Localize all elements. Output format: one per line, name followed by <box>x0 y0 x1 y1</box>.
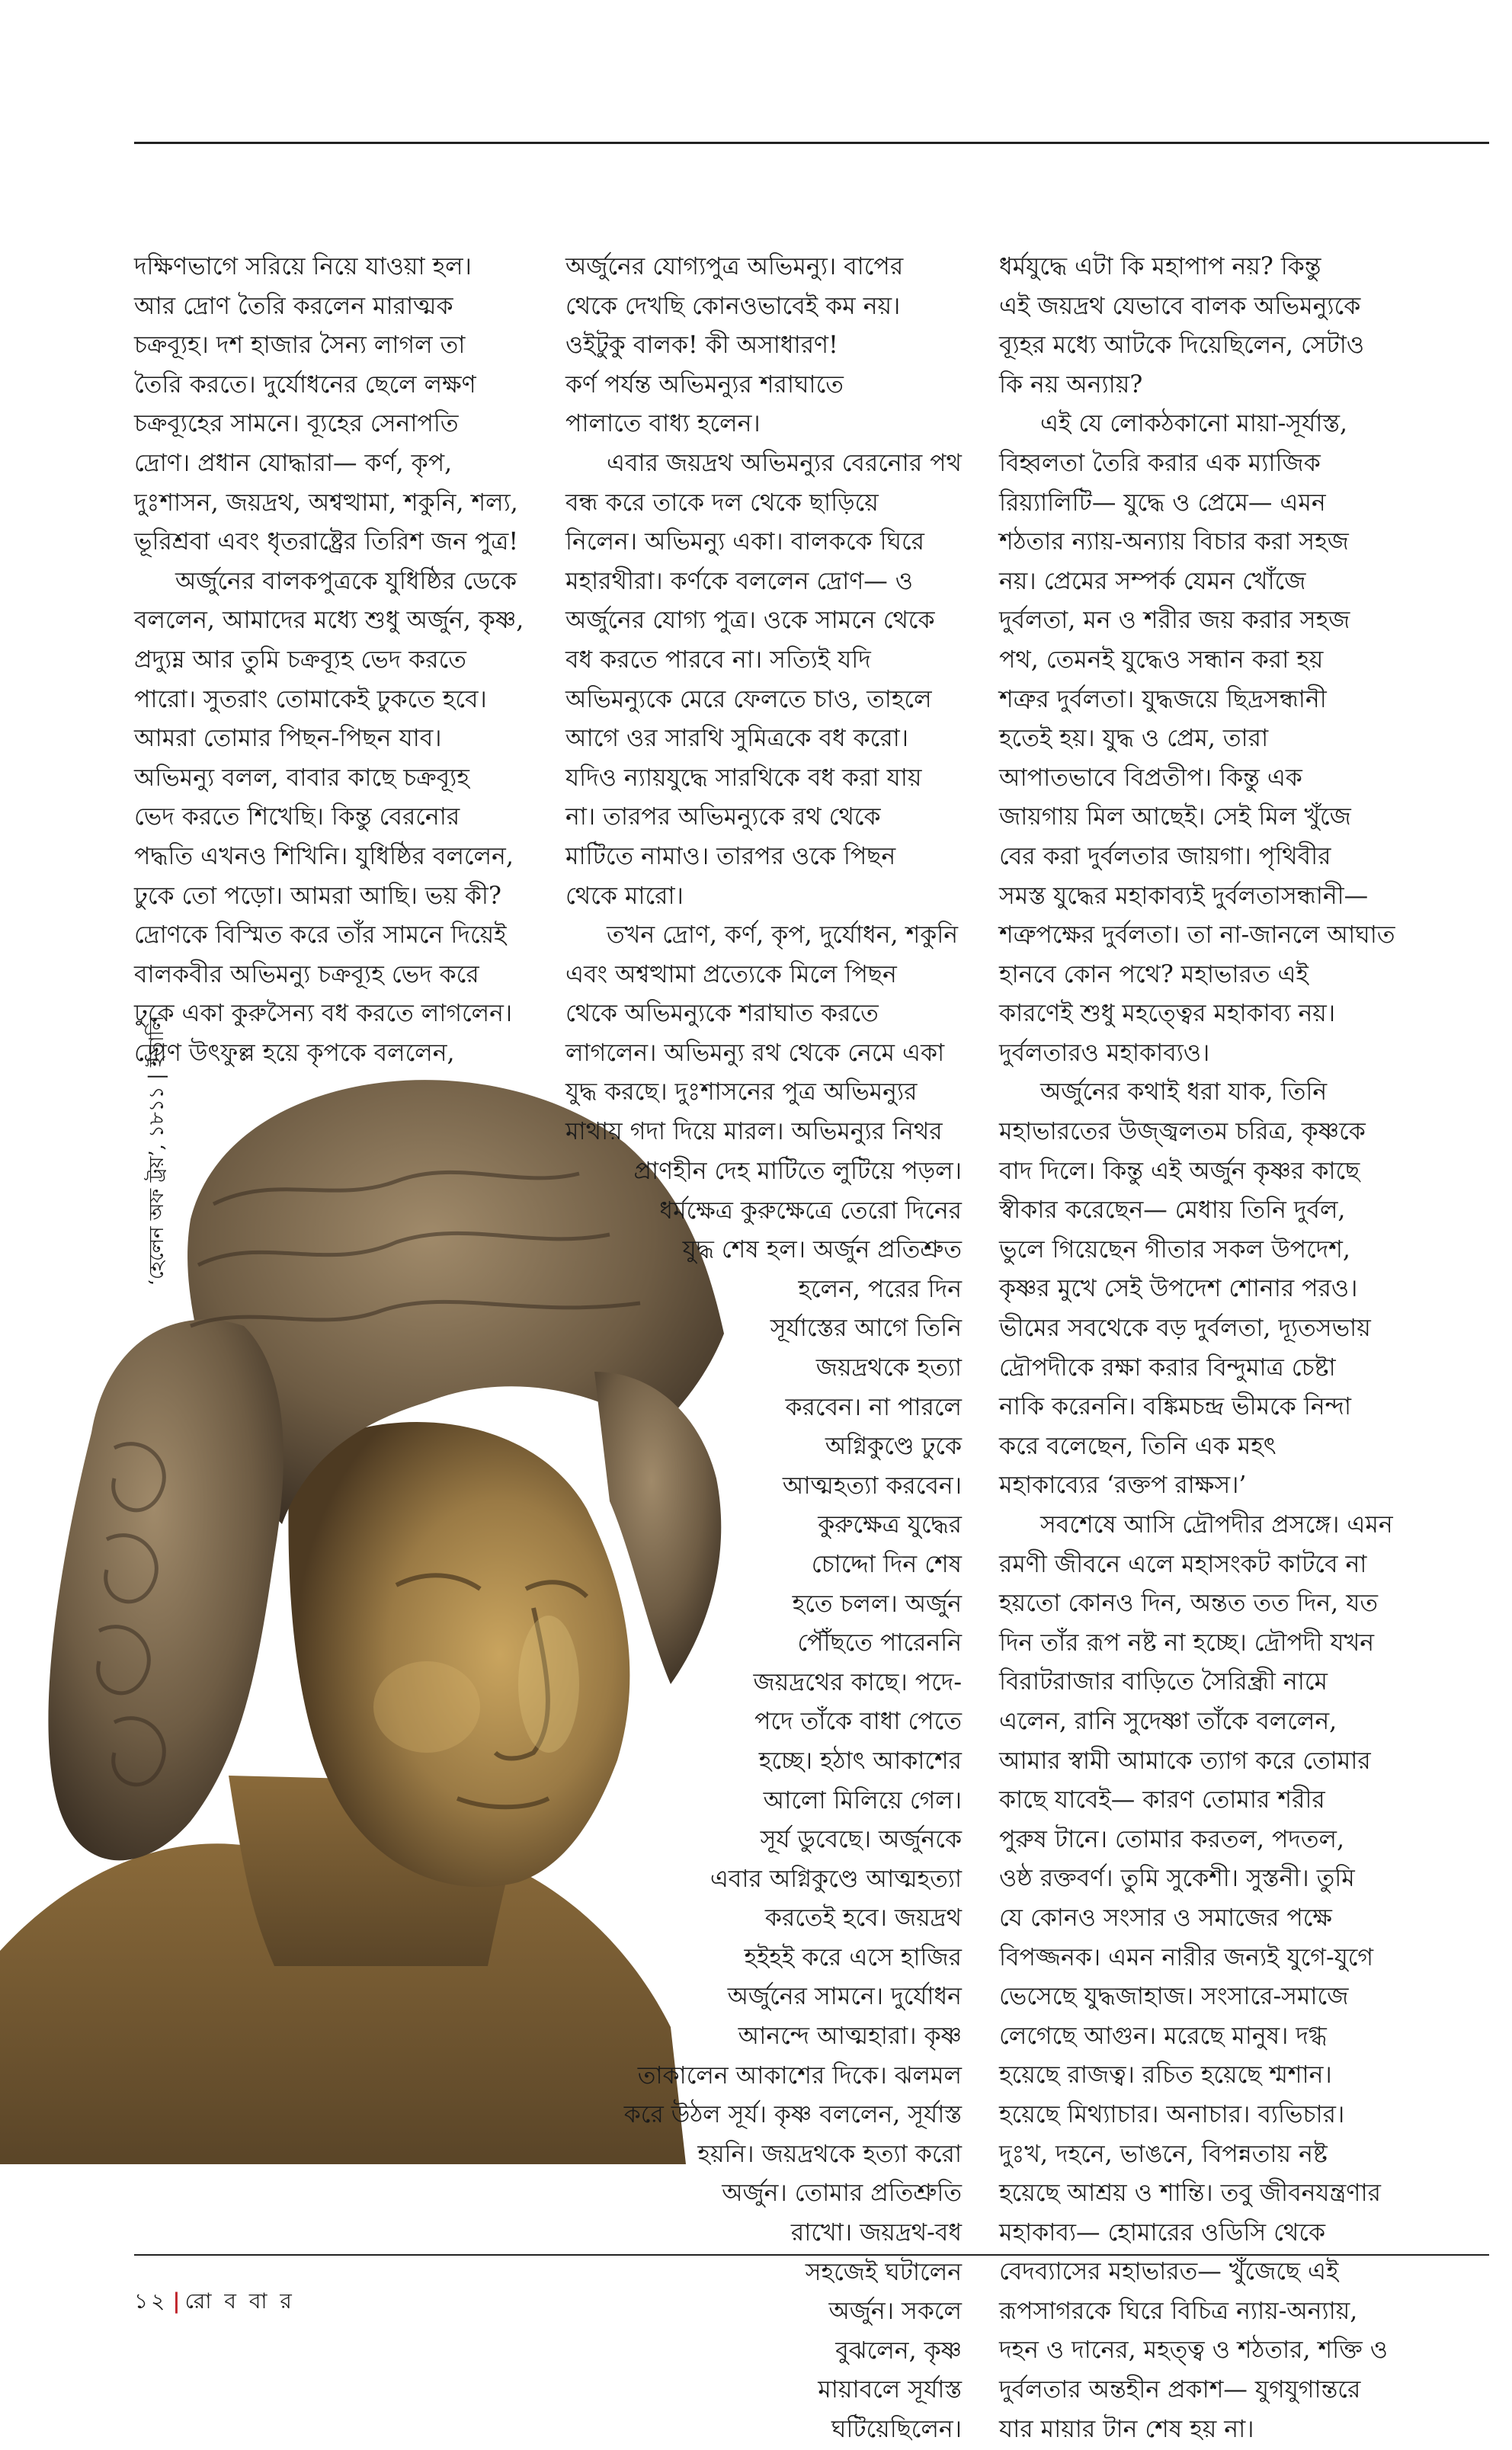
column3-line: হানবে কোন পথে? মহাভারত এই <box>999 960 1309 988</box>
column2-wrap-line: হয়নি। জয়দ্রথকে হত্যা করো <box>697 2140 962 2168</box>
column2-line: অভিমন্যুকে মেরে ফেলতে চাও, তাহলে <box>565 685 932 713</box>
column3-line: বেদব্যাসের মহাভারত— খুঁজেছে এই <box>999 2258 1339 2286</box>
column2-line: যদিও ন্যায়যুদ্ধে সারথিকে বধ করা যায় <box>565 764 922 792</box>
column2-wrap-line: হলেন, পরের দিন <box>798 1275 962 1303</box>
column3-line: পথ, তেমনই যুদ্ধেও সন্ধান করা হয় <box>999 645 1324 674</box>
column2-line: তখন দ্রোণ, কর্ণ, কৃপ, দুর্যোধন, শকুনি <box>607 921 959 950</box>
bottom-rule <box>134 2254 1489 2256</box>
column2-wrap-line: জয়দ্রথকে হত্যা <box>815 1353 962 1382</box>
column2-wrap-line: পদে তাঁকে বাধা পেতে <box>754 1708 962 1736</box>
column2-line: না। তারপর অভিমন্যুকে রথ থেকে <box>565 803 881 831</box>
column1-line: পারো। সুতরাং তোমাকেই ঢুকতে হবে। <box>134 685 487 713</box>
column1-line: দ্রোণকে বিস্মিত করে তাঁর সামনে দিয়েই <box>134 921 507 950</box>
column3-line: হয়েছে আশ্রয় ও শান্তি। তবু জীবনযন্ত্রণার <box>999 2179 1381 2208</box>
column2-wrap-line: করবেন। না পারলে <box>785 1393 962 1421</box>
column3-line: ধর্মযুদ্ধে এটা কি মহাপাপ নয়? কিন্তু <box>999 253 1321 280</box>
column1-line: আমরা তোমার পিছন-পিছন যাব। <box>134 725 442 753</box>
column3-line: সমস্ত যুদ্ধের মহাকাব্যই দুর্বলতাসন্ধানী— <box>999 882 1369 910</box>
column1-line: প্রদ্যুম্ন আর তুমি চক্রব্যূহ ভেদ করতে <box>134 645 466 674</box>
column2-wrap-line: কুরুক্ষেত্র যুদ্ধের <box>818 1511 962 1539</box>
column3-line: দহন ও দানের, মহত্ত্ব ও শঠতার, শক্তি ও <box>999 2336 1388 2365</box>
article-column-3 <box>999 248 1426 2449</box>
column3-line: মহাকাব্য— হোমারের ওডিসি থেকে <box>999 2218 1326 2247</box>
column3-line: বিপজ্জনক। এমন নারীর জন্যই যুগে-যুগে <box>999 1943 1374 1971</box>
column3-line: শত্রুর দুর্বলতা। যুদ্ধজয়ে ছিদ্রসন্ধানী <box>999 685 1327 713</box>
column2-wrap-line: যুদ্ধ শেষ হল। অর্জুন প্রতিশ্রুত <box>682 1236 962 1264</box>
column3-line: হয়তো কোনও দিন, অন্তত তত দিন, যত <box>999 1590 1378 1618</box>
column2-line: আগে ওর সারথি সুমিত্রকে বধ করো। <box>565 725 909 753</box>
column3-line: যার মায়ার টান শেষ হয় না। <box>999 2415 1254 2443</box>
column3-line: বিরাটরাজার বাড়িতে সৈরিন্ধ্রী নামে <box>999 1668 1328 1696</box>
column2-wrap-line: পৌঁছতে পারেননি <box>797 1629 962 1657</box>
column3-line: স্বীকার করেছেন— মেধায় তিনি দুর্বল, <box>999 1196 1346 1225</box>
column3-line: বের করা দুর্বলতার জায়গা। পৃথিবীর <box>999 842 1331 870</box>
column3-line: পুরুষ টানে। তোমার করতল, পদতল, <box>999 1825 1345 1853</box>
column3-line: রূপসাগরকে ঘিরে বিচিত্র ন্যায়-অন্যায়, <box>999 2297 1358 2325</box>
column1-line: চক্রব্যূহের সামনে। ব্যূহের সেনাপতি <box>134 410 459 438</box>
column3-line: বাদ দিলে। কিন্তু এই অর্জুন কৃষ্ণর কাছে <box>999 1157 1360 1185</box>
column2-wrap-line: অর্জুনের সামনে। দুর্যোধন <box>727 1983 962 2011</box>
column1-line: ঢুকে তো পড়ো। আমরা আছি। ভয় কী? <box>134 882 501 910</box>
column2-line: লাগলেন। অভিমন্যু রথ থেকে নেমে একা <box>565 1039 945 1067</box>
column2-line: কর্ণ পর্যন্ত অভিমন্যুর শরাঘাতে <box>565 370 844 399</box>
column2-wrap-line: বুঝলেন, কৃষ্ণ <box>835 2336 962 2365</box>
column3-line: এই জয়দ্রথ যেভাবে বালক অভিমন্যুকে <box>999 292 1361 320</box>
column2-wrap-line: অর্জুন। সকলে <box>828 2298 962 2326</box>
column3-line: হয়েছে রাজত্ব। রচিত হয়েছে শ্মশান। <box>999 2061 1332 2090</box>
column2-wrap-line: জয়দ্রথের কাছে। পদে- <box>753 1668 962 1696</box>
column2-wrap-line: রাখো। জয়দ্রথ-বধ <box>790 2219 962 2247</box>
column2-wrap-line: এবার অগ্নিকুণ্ডে আত্মহত্যা <box>710 1865 962 1893</box>
column3-line: জায়গায় মিল আছেই। সেই মিল খুঁজে <box>999 803 1351 831</box>
column3-line: কাছে যাবেই— কারণ তোমার শরীর <box>999 1786 1325 1814</box>
column3-line: এলেন, রানি সুদেষ্ণা তাঁকে বললেন, <box>999 1707 1337 1735</box>
column2-line: মহারথীরা। কর্ণকে বললেন দ্রোণ— ও <box>565 567 913 595</box>
article-column-2 <box>565 248 962 1152</box>
column2-wrap-line: হচ্ছে। হঠাৎ আকাশের <box>758 1747 962 1775</box>
column2-wrap-line: আত্মহত্যা করবেন। <box>782 1472 962 1500</box>
column2-wrap-line: আলো মিলিয়ে গেল। <box>763 1786 962 1814</box>
column3-line: দুর্বলতা, মন ও শরীর জয় করার সহজ <box>999 607 1350 635</box>
column2-wrap-line: প্রাণহীন দেহ মাটিতে লুটিয়ে পড়ল। <box>633 1158 962 1185</box>
column3-line: রিয়্যালিটি— যুদ্ধে ও প্রেমে— এমন <box>999 488 1326 517</box>
column1-line: দুঃশাসন, জয়দ্রথ, অশ্বত্থামা, শকুনি, শল্য, <box>134 488 518 517</box>
column2-wrap-line: মায়াবলে সূর্যাস্ত <box>818 2376 962 2404</box>
column2-wrap-line: সূর্যাস্তের আগে তিনি <box>770 1315 962 1343</box>
column1-line: ঢুকে একা কুরুসৈন্য বধ করতে লাগলেন। <box>134 1000 513 1028</box>
column2-line: বধ করতে পারবে না। সত্যিই যদি <box>565 645 871 674</box>
column2-wrap-line: করতেই হবে। জয়দ্রথ <box>764 1904 962 1933</box>
column1-line: দ্রোণ। প্রধান যোদ্ধারা— কর্ণ, কৃপ, <box>134 449 453 477</box>
column3-line: এই যে লোকঠকানো মায়া-সূর্যাস্ত, <box>1040 410 1348 438</box>
column1-line: দ্রোণ উৎফুল্ল হয়ে কৃপকে বললেন, <box>134 1039 455 1067</box>
column3-line: দিন তাঁর রূপ নষ্ট না হচ্ছে। দ্রৌপদী যখন <box>999 1629 1375 1657</box>
column1-line: চক্রব্যূহ। দশ হাজার সৈন্য লাগল তা <box>134 331 466 360</box>
column3-line: ভীমের সবথেকে বড় দুর্বলতা, দ্যূতসভায় <box>999 1315 1371 1343</box>
column1-line: ভেদ করতে শিখেছি। কিন্তু বেরনোর <box>134 803 460 831</box>
column3-line: মহাভারতের উজ্জ্বলতম চরিত্র, কৃষ্ণকে <box>999 1118 1366 1146</box>
column3-line: কারণেই শুধু মহত্ত্বের মহাকাব্য নয়। <box>999 1000 1336 1028</box>
column3-line: হতেই হয়। যুদ্ধ ও প্রেম, তারা <box>999 725 1269 753</box>
column3-line: করে বলেছেন, তিনি এক মহৎ <box>999 1432 1277 1460</box>
column2-wrap-line: চোদ্দো দিন শেষ <box>811 1550 962 1578</box>
column2-wrap-line: সহজেই ঘটালেন <box>805 2258 962 2286</box>
column2-line: থেকে দেখছি কোনওভাবেই কম নয়। <box>565 292 901 320</box>
column1-line: বললেন, আমাদের মধ্যে শুধু অর্জুন, কৃষ্ণ, <box>134 607 524 635</box>
column2-wrap-line: হইহই করে এসে হাজির <box>744 1943 962 1971</box>
column3-line: আপাতভাবে বিপ্রতীপ। কিন্তু এক <box>999 764 1302 792</box>
column2-line: অর্জুনের যোগ্যপুত্র অভিমন্যু। বাপের <box>565 253 904 280</box>
column3-line: অর্জুনের কথাই ধরা যাক, তিনি <box>1040 1078 1328 1107</box>
column3-line: আমার স্বামী আমাকে ত্যাগ করে তোমার <box>999 1747 1371 1775</box>
column3-line: ভুলে গিয়েছেন গীতার সকল উপদেশ, <box>999 1235 1350 1263</box>
column2-wrap-line: অর্জুন। তোমার প্রতিশ্রুতি <box>722 2179 962 2208</box>
column3-line: হয়েছে মিথ্যাচার। অনাচার। ব্যভিচার। <box>999 2100 1345 2128</box>
column1-line: দক্ষিণভাগে সরিয়ে নিয়ে যাওয়া হল। <box>134 253 472 280</box>
column3-line: কি নয় অন্যায়? <box>999 370 1143 399</box>
column3-line: শঠতার ন্যায়-অন্যায় বিচার করা সহজ <box>999 528 1349 556</box>
column2-line: যুদ্ধ করছে। দুঃশাসনের পুত্র অভিমন্যুর <box>565 1078 918 1107</box>
column3-line: দুর্বলতার অন্তহীন প্রকাশ— যুগযুগান্তরে <box>999 2376 1361 2404</box>
column2-line: এবং অশ্বত্থামা প্রত্যেকে মিলে পিছন <box>565 960 897 988</box>
column3-line: ভেসেছে যুদ্ধজাহাজ। সংসারে-সমাজে <box>999 1983 1349 2011</box>
column2-wrap-line: সূর্য ডুবেছে। অর্জুনকে <box>760 1826 962 1854</box>
column2-wrap-line: অগ্নিকুণ্ডে ঢুকে <box>825 1433 962 1461</box>
column2-wrap-line: আনন্দে আত্মহারা। কৃষ্ণ <box>738 2022 962 2051</box>
magazine-name: রো ব বা র <box>184 2288 295 2314</box>
column3-line: নয়। প্রেমের সম্পর্ক যেমন খোঁজে <box>999 567 1306 595</box>
column2-line: থেকে অভিমন্যুকে শরাঘাত করতে <box>565 1000 879 1028</box>
column3-line: সবশেষে আসি দ্রৌপদীর প্রসঙ্গে। এমন <box>1040 1511 1393 1539</box>
column2-wrap-line: ঘটিয়েছিলেন। <box>831 2416 962 2443</box>
column2-line: নিলেন। অভিমন্যু একা। বালককে ঘিরে <box>565 528 924 556</box>
column1-line: অভিমন্যু বলল, বাবার কাছে চক্রব্যূহ <box>134 764 469 792</box>
column3-line: দুর্বলতারও মহাকাব্যও। <box>999 1039 1210 1067</box>
column2-line: এবার জয়দ্রথ অভিমন্যুর বেরনোর পথ <box>607 449 962 477</box>
column3-line: দ্রৌপদীকে রক্ষা করার বিন্দুমাত্র চেষ্টা <box>999 1353 1336 1382</box>
column3-line: যে কোনও সংসার ও সমাজের পক্ষে <box>999 1904 1332 1932</box>
column3-line: বিহ্বলতা তৈরি করার এক ম্যাজিক <box>999 449 1321 477</box>
column2-wrap-line: করে উঠল সূর্য। কৃষ্ণ বললেন, সূর্যাস্ত <box>623 2101 962 2129</box>
column2-line: মাটিতে নামাও। তারপর ওকে পিছন <box>565 842 896 870</box>
column2-line: ওইটুকু বালক! কী অসাধারণ! <box>565 331 838 360</box>
page-number: ১২ <box>134 2288 168 2314</box>
column3-line: কৃষ্ণর মুখে সেই উপদেশ শোনার পরও। <box>999 1275 1358 1303</box>
column1-line: তৈরি করতে। দুর্যোধনের ছেলে লক্ষণ <box>134 370 476 399</box>
column2-line: থেকে মারো। <box>565 882 684 910</box>
column2-wrap-line: ধর্মক্ষেত্র কুরুক্ষেত্রে তেরো দিনের <box>659 1196 962 1225</box>
page-folio <box>134 2285 295 2320</box>
image-caption: ‘হেলেন অফ ট্রয়’, ১৮১১ | ইতালি <box>146 1015 168 1286</box>
column3-line: দুঃখ, দহনে, ভাঙনে, বিপন্নতায় নষ্ট <box>999 2140 1328 2168</box>
folio-separator: | <box>172 2288 181 2314</box>
column3-line: নাকি করেননি। বঙ্কিমচন্দ্র ভীমকে নিন্দা <box>999 1393 1352 1421</box>
column1-line: বালকবীর অভিমন্যু চক্রব্যূহ ভেদ করে <box>134 960 479 988</box>
article-column-1 <box>134 248 524 1073</box>
column2-wrap-line: তাকালেন আকাশের দিকে। ঝলমল <box>637 2061 962 2090</box>
column1-line: অর্জুনের বালকপুত্রকে যুধিষ্ঠির ডেকে <box>175 567 517 595</box>
column2-line: বন্ধ করে তাকে দল থেকে ছাড়িয়ে <box>565 488 879 517</box>
column3-line: মহাকাব্যের ‘রক্তপ রাক্ষস।’ <box>999 1472 1247 1500</box>
column1-line: ভূরিশ্রবা এবং ধৃতরাষ্ট্রের তিরিশ জন পুত্র! <box>134 528 519 556</box>
column2-wrap-line: হতে চলল। অর্জুন <box>792 1590 962 1618</box>
column2-line: অর্জুনের যোগ্য পুত্র। ওকে সামনে থেকে <box>565 607 935 635</box>
column2-line: পালাতে বাধ্য হলেন। <box>565 410 761 438</box>
column1-line: পদ্ধতি এখনও শিখিনি। যুধিষ্ঠির বললেন, <box>134 842 514 870</box>
column1-line: আর দ্রোণ তৈরি করলেন মারাত্মক <box>134 292 453 320</box>
column3-line: ব্যূহর মধ্যে আটকে দিয়েছিলেন, সেটাও <box>999 331 1365 360</box>
top-rule <box>134 142 1489 144</box>
column2-line: মাথায় গদা দিয়ে মারল। অভিমন্যুর নিথর <box>565 1118 943 1146</box>
column3-line: লেগেছে আগুন। মরেছে মানুষ। দগ্ধ <box>999 2022 1327 2050</box>
column3-line: রমণী জীবনে এলে মহাসংকট কাটবে না <box>999 1550 1367 1578</box>
column3-line: শত্রুপক্ষের দুর্বলতা। তা না-জানলে আঘাত <box>999 921 1395 950</box>
column3-line: ওষ্ঠ রক্তবর্ণ। তুমি সুকেশী। সুস্তনী। তুমি <box>999 1865 1355 1893</box>
